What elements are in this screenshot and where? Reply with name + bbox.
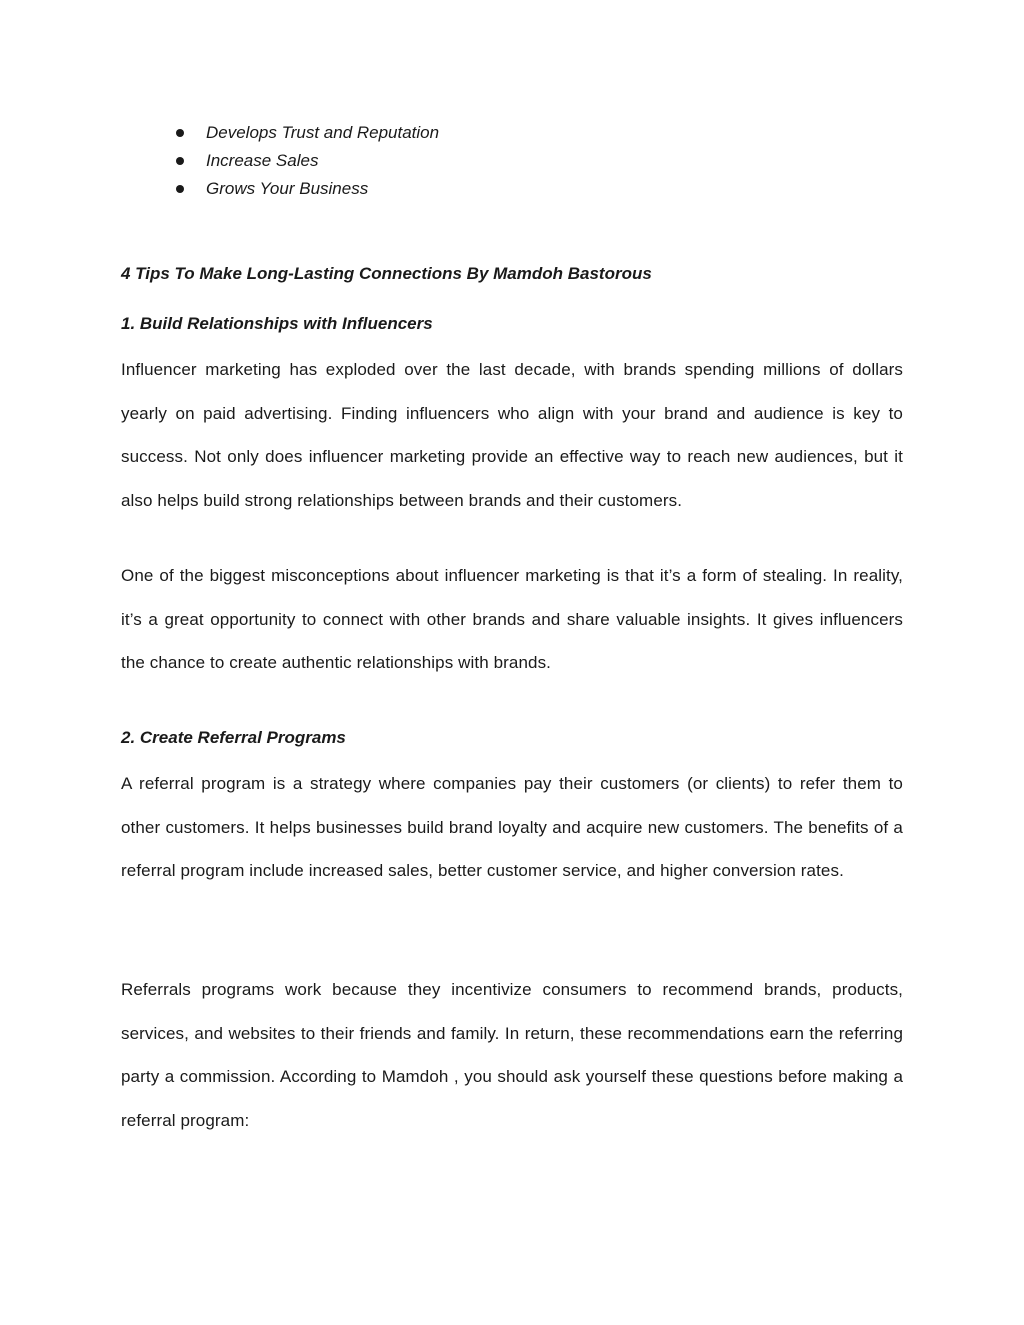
paragraph-referral-benefits: Referrals programs work because they incentivize consumers to recommend brands, products, services, and websites to their friends and family. In return, these recommendations earn the referring party a commission. According to Mamdoh , you should ask yourself these questions before making a referral program: bbox=[121, 980, 903, 1130]
benefits-list bbox=[170, 119, 439, 203]
paragraph-influencer-marketing: Influencer marketing has exploded over the last decade, with brands spending millions of dollars yearly on paid advertising. Finding influencers who align with your brand and audience is key to success. Not only does influencer marketing provide an effective way to reach new audiences, but it also helps build strong relationships between brands and their customers. bbox=[121, 360, 903, 510]
paragraph-referral-program: A referral program is a strategy where companies pay their customers (or clients) to refer them to other customers. It helps businesses build brand loyalty and acquire new customers. The benefits of a referral program include increased sales, better customer service, and higher conversion rates. bbox=[121, 774, 903, 880]
list-item-text: Grows Your Business bbox=[206, 179, 369, 198]
bullet-icon bbox=[176, 129, 184, 137]
list-item-text: Increase Sales bbox=[206, 151, 319, 170]
bullet-icon bbox=[176, 185, 184, 193]
list-item bbox=[170, 119, 439, 147]
list-item bbox=[170, 147, 439, 175]
section-heading-referral: 2. Create Referral Programs bbox=[121, 728, 346, 747]
document-title: 4 Tips To Make Long-Lasting Connections By Mamdoh Bastorous bbox=[121, 264, 652, 283]
list-item bbox=[170, 175, 439, 203]
list-item-text: Develops Trust and Reputation bbox=[206, 123, 440, 142]
paragraph-misconceptions: One of the biggest misconceptions about influencer marketing is that it’s a form of stealing. In reality, it’s a great opportunity to connect with other brands and share valuable insights. It gives influencers the chance to create authentic relationships with brands. bbox=[121, 566, 903, 672]
section-heading-influencers: 1. Build Relationships with Influencers bbox=[121, 314, 433, 333]
bullet-icon bbox=[176, 157, 184, 165]
